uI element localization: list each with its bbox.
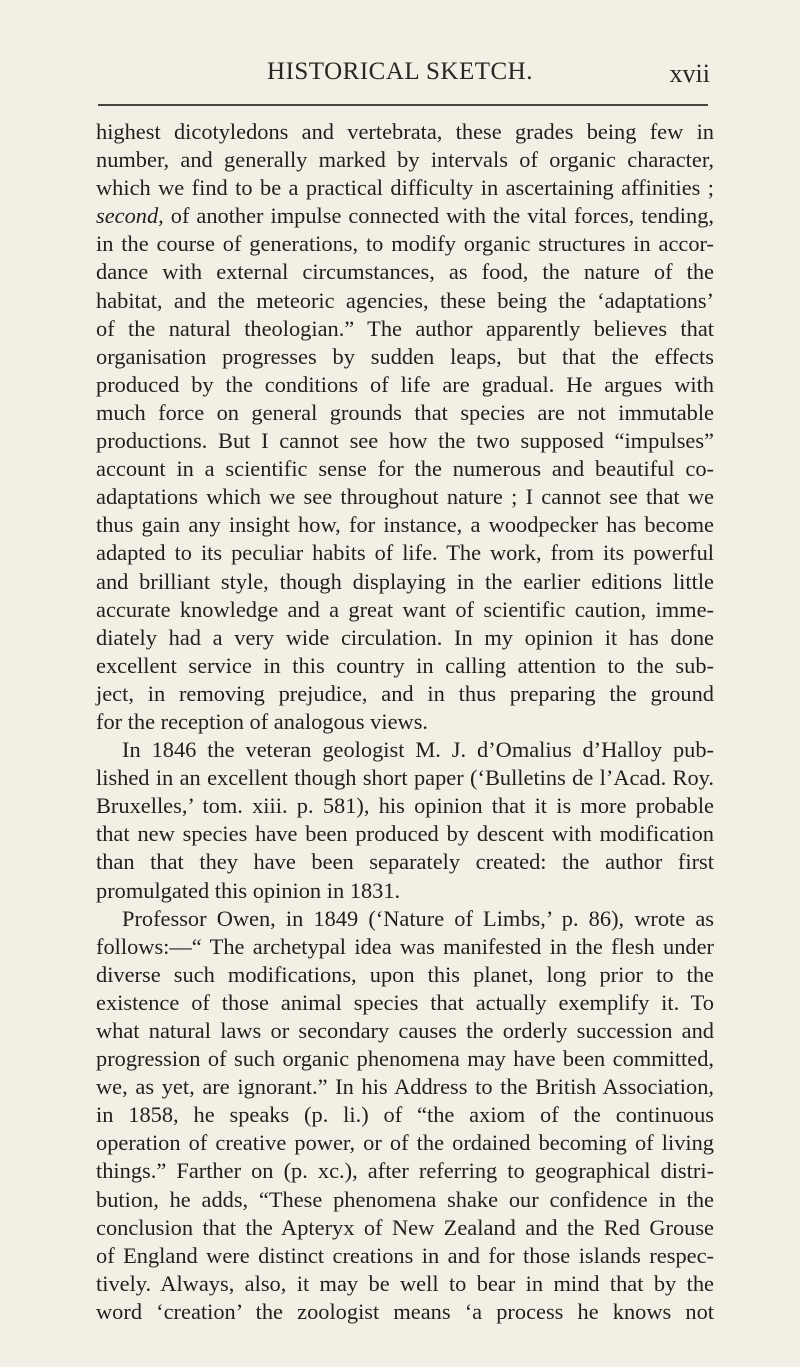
text-line: bution, he adds, “These phenomena shake our confidence in the [96,1186,714,1212]
text-line: organisation progresses by sudden leaps, but that the effects [96,343,714,369]
text-line: dance with external circumstances, as food, the nature of the [96,259,714,285]
text-line: we, as yet, are ignorant.” In his Address to the British Association, [96,1074,714,1100]
text-line: conclusion that the Apteryx of New Zealand and the Red Grouse [96,1214,714,1240]
paragraph-end-line: promulgated this opinion in 1831. [96,877,401,903]
text-line: number, and generally marked by intervals of organic character, [96,147,714,173]
text-line: progression of such organic phenomena may have been committed, [96,1046,714,1072]
text-line: tively. Always, also, it may be well to bear in mind that by the [96,1270,714,1296]
text-line: diately had a very wide circulation. In my opinion it has done [96,624,714,650]
text-line: accurate knowledge and a great want of scientific caution, imme- [96,596,714,622]
text-line: which we find to be a practical difficulty in ascertaining affinities ; [96,175,714,201]
text-line: much force on general grounds that species are not immutable [96,399,714,425]
text-line: thus gain any insight how, for instance, a woodpecker has become [96,512,714,538]
paragraph-end-line: for the reception of analogous views. [96,708,429,734]
text-line: highest dicotyledons and vertebrata, these grades being few in [96,119,714,144]
text-line: and brilliant style, though displaying in the earlier editions little [96,568,714,594]
text-line: of the natural theologian.” The author apparently believes that [96,315,714,341]
body-text [96,118,714,1326]
text-line: produced by the conditions of life are gradual. He argues with [96,371,714,397]
text-line: that new species have been produced by descent with modification [96,821,714,847]
text-line: Bruxelles,’ tom. xiii. p. 581), his opinion that it is more probable [96,793,714,819]
text-line: second, of another impulse connected with the vital forces, tending, [96,203,714,229]
text-line: word ‘creation’ the zoologist means ‘a process he knows not [96,1298,714,1324]
paragraph-start-line: In 1846 the veteran geologist M. J. d’Omalius d’Halloy pub- [122,737,714,763]
text-line: what natural laws or secondary causes the orderly succession and [96,1018,714,1043]
text-line: of England were distinct creations in and for those islands respec- [96,1242,714,1268]
text-line: things.” Farther on (p. xc.), after referring to geographical distri- [96,1158,714,1184]
text-line: lished in an excellent though short paper (‘Bulletins de l’Acad. Roy. [96,765,714,791]
text-line: excellent service in this country in calling attention to the sub- [96,652,714,678]
page-header [0,58,800,98]
text-line: ject, in removing prejudice, and in thus preparing the ground [96,680,714,706]
text-line: follows:—“ The archetypal idea was manifested in the flesh under [96,933,714,959]
text-line: in the course of generations, to modify organic structures in accor- [96,231,714,257]
emphasis-text: second, [96,203,164,229]
paragraph-start-line: Professor Owen, in 1849 (‘Nature of Limbs,’ p. 86), wrote as [122,905,714,931]
header-rule [98,104,708,106]
text-line: diverse such modifications, upon this planet, long prior to the [96,961,714,987]
text-line: habitat, and the meteoric agencies, these being the ‘adaptations’ [96,287,714,313]
text-line: existence of those animal species that actually exemplify it. To [96,989,714,1015]
text-line: adaptations which we see throughout nature ; I cannot see that we [96,484,714,510]
text-line: than that they have been separately created: the author first [96,849,714,875]
running-title: HISTORICAL SKETCH. [267,58,533,85]
text-line: operation of creative power, or of the ordained becoming of living [96,1130,714,1156]
page-number: xvii [669,59,710,88]
text-line: adapted to its peculiar habits of life. The work, from its powerful [96,540,714,566]
text-line: in 1858, he speaks (p. li.) of “the axiom of the continuous [96,1102,714,1128]
text-line: productions. But I cannot see how the two supposed “impulses” [96,428,714,454]
text-line: account in a scientific sense for the numerous and beautiful co- [96,456,714,482]
